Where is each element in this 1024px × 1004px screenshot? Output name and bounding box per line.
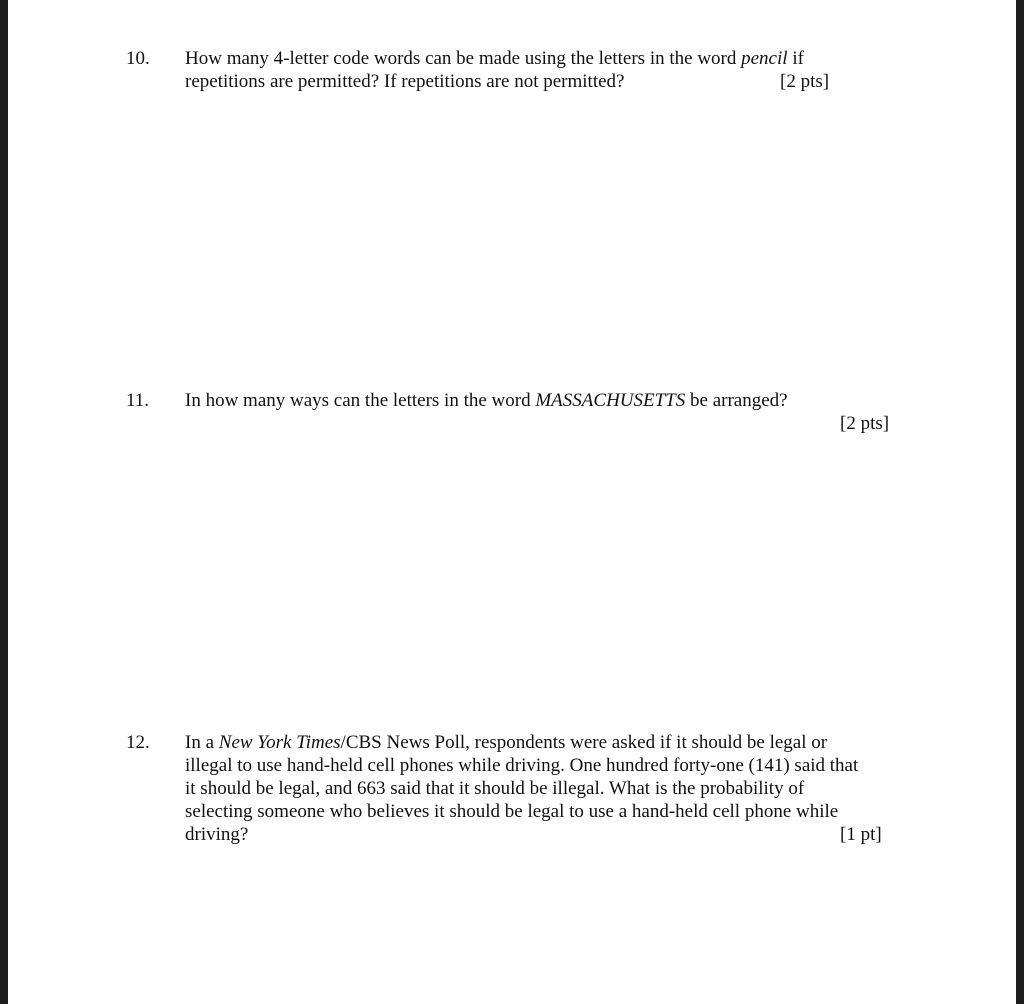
- points-label: [1 pt]: [840, 824, 882, 845]
- emphasized-word: MASSACHUSETTS: [535, 390, 686, 411]
- question-number: 11.: [126, 390, 150, 411]
- question-line: In a New York Times/CBS News Poll, respondents were asked if it should be legal or: [185, 732, 828, 753]
- question-number: 12.: [126, 732, 150, 753]
- question-line: selecting someone who believes it should be legal to use a hand-held cell phone while: [185, 801, 839, 822]
- question-number: 10.: [126, 48, 150, 69]
- question-line: In how many ways can the letters in the word MASSACHUSETTS be arranged?: [185, 390, 788, 411]
- question-text: [185, 389, 788, 412]
- question-line: How many 4-letter code words can be made using the letters in the word pencil if: [185, 48, 804, 69]
- points-label: [2 pts]: [840, 413, 890, 434]
- question-line: it should be legal, and 663 said that it should be illegal. What is the probability of: [185, 778, 805, 799]
- question-line: repetitions are permitted? If repetitions are not permitted?: [185, 71, 625, 92]
- question-line: driving?: [185, 824, 249, 845]
- exam-page: [8, 0, 1016, 1004]
- points-label: [2 pts]: [780, 71, 830, 92]
- emphasized-title: New York Times: [218, 732, 341, 753]
- question-text: [185, 47, 804, 93]
- question-text: [185, 731, 858, 846]
- question-line: illegal to use hand-held cell phones while driving. One hundred forty-one (141) said that: [185, 755, 859, 776]
- emphasized-word: pencil: [741, 48, 788, 69]
